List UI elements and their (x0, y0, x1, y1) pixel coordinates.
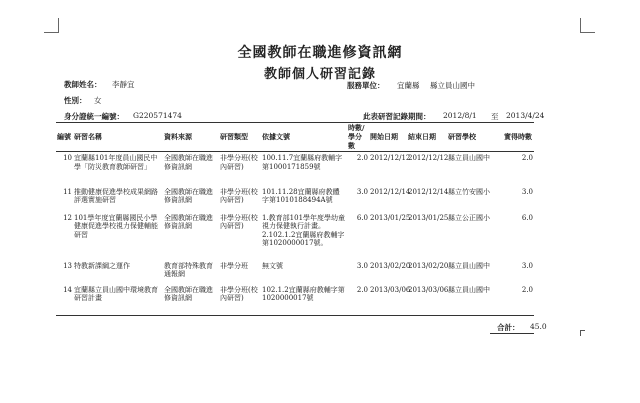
crop-mark-top-left (44, 18, 59, 33)
record-hours: 3.0 (356, 261, 368, 270)
record-type: 非學分班(校內研習) (220, 154, 258, 171)
col-no: 編號 (56, 124, 73, 152)
record-type: 非學分班(校內研習) (220, 285, 258, 302)
records-table (56, 124, 534, 314)
record-basis: 102.1.2宜蘭縣府教輔字第1020000017號 (262, 285, 345, 302)
record-actual: 3.0 (521, 261, 533, 270)
record-end: 2012/12/12 (408, 154, 449, 162)
id-value: G220571474 (133, 111, 182, 120)
record-name: 宜蘭縣101年度員山國民中學「防災教育教師研習」 (74, 154, 158, 171)
record-actual: 2.0 (521, 154, 533, 162)
record-start: 2013/02/20 (370, 261, 411, 270)
teacher-name-label: 教師姓名： (64, 80, 102, 89)
record-school: 縣立公正國小 (448, 213, 490, 222)
record-no: 10 (63, 154, 72, 162)
page-edge-mark (580, 330, 585, 336)
col-hours: 時數/學分數 (347, 124, 369, 152)
teacher-name: 李靜宜 (112, 80, 135, 89)
record-school: 縣立員山國中 (448, 261, 490, 270)
record-end: 2013/03/06 (408, 285, 449, 294)
service-county: 宜蘭縣 (397, 81, 420, 90)
col-start: 開始日期 (369, 124, 407, 152)
record-hours: 3.0 (356, 187, 368, 196)
record-name: 宜蘭縣立員山國中環境教育研習計畫 (74, 285, 158, 302)
record-type: 非學分班(校內研習) (220, 187, 258, 204)
document-subtitle: 教師個人研習記錄 (263, 67, 376, 82)
record-start: 2012/12/12 (370, 154, 411, 162)
record-name: 推動健康促進學校成果網路評選實施研習 (74, 187, 158, 204)
col-name: 研習名稱 (73, 124, 163, 152)
record-hours: 6.0 (356, 213, 368, 222)
col-school: 研習學校 (447, 124, 503, 152)
col-type: 研習類型 (219, 124, 261, 152)
record-start: 2012/12/14 (370, 187, 411, 196)
col-end: 結束日期 (407, 124, 447, 152)
record-start: 2013/03/06 (370, 285, 411, 294)
service-school: 縣立員山國中 (430, 81, 475, 90)
document-title: 全國教師在職進修資訊網 (237, 45, 403, 61)
record-actual: 2.0 (521, 285, 533, 294)
table-row (56, 152, 534, 186)
table-row (56, 186, 534, 212)
record-type: 非學分班(校內研習) (220, 213, 258, 230)
record-basis: 101.11.28宜蘭縣府教體字第1010188494A號 (262, 187, 340, 204)
record-name: 特教新課綱之運作 (74, 261, 130, 270)
record-hours: 2.0 (356, 154, 368, 162)
total-value: 45.0 (530, 322, 547, 331)
record-start: 2013/01/25 (370, 213, 411, 222)
period-to: 至 (491, 112, 499, 121)
header-divider (56, 122, 534, 123)
record-type: 非學分班 (220, 261, 248, 270)
col-actual: 實得時數 (503, 124, 534, 152)
table-row (56, 284, 534, 314)
record-end: 2012/12/14 (408, 187, 449, 196)
gender-label: 性別： (64, 96, 87, 105)
record-school: 縣立員山國中 (448, 154, 490, 162)
record-name: 101學年度宜蘭縣國民小學健康促進學校視力保健輔能研習 (74, 213, 158, 239)
record-source: 教育部特殊教育通報網 (164, 261, 213, 278)
col-source: 資料來源 (163, 124, 219, 152)
record-no: 12 (63, 213, 72, 222)
record-no: 14 (63, 285, 72, 294)
col-basis: 依據文號 (261, 124, 347, 152)
record-actual: 6.0 (521, 213, 533, 222)
record-source: 全國教師在職進修資訊網 (164, 187, 213, 204)
record-source: 全國教師在職進修資訊網 (164, 285, 213, 302)
record-source: 全國教師在職進修資訊網 (164, 213, 213, 230)
period-start: 2012/8/1 (443, 111, 477, 120)
period-label: 此表研習記錄期間： (363, 112, 431, 121)
service-unit-label: 服務單位： (347, 81, 385, 90)
record-basis: 1.教育部101學年度學幼童視力保健執行計畫。2.102.1.2宜蘭縣府教輔字第1020000017號。 (262, 213, 346, 247)
record-basis: 100.11.7宜蘭縣府教輔字第1000171859號 (262, 154, 343, 171)
period-end: 2013/4/24 (506, 111, 545, 120)
record-source: 全國教師在職進修資訊網 (164, 154, 213, 171)
record-end: 2013/01/25 (408, 213, 449, 222)
id-label: 身分證統一編號： (64, 112, 124, 121)
crop-mark-top-right (580, 18, 595, 33)
table-header-row (56, 124, 534, 152)
record-hours: 2.0 (356, 285, 368, 294)
record-end: 2013/02/20 (408, 261, 449, 270)
record-actual: 3.0 (521, 187, 533, 196)
record-no: 11 (63, 187, 72, 196)
total-label: 合計： (497, 323, 520, 332)
table-bottom-divider (56, 315, 534, 316)
record-school: 縣立員山國中 (448, 285, 490, 294)
total-underline (490, 333, 534, 334)
record-school: 縣立竹安國小 (448, 187, 490, 196)
table-row (56, 260, 534, 284)
table-row (56, 212, 534, 260)
record-basis: 無文號 (262, 261, 283, 270)
gender-value: 女 (94, 96, 102, 105)
record-no: 13 (63, 261, 72, 270)
